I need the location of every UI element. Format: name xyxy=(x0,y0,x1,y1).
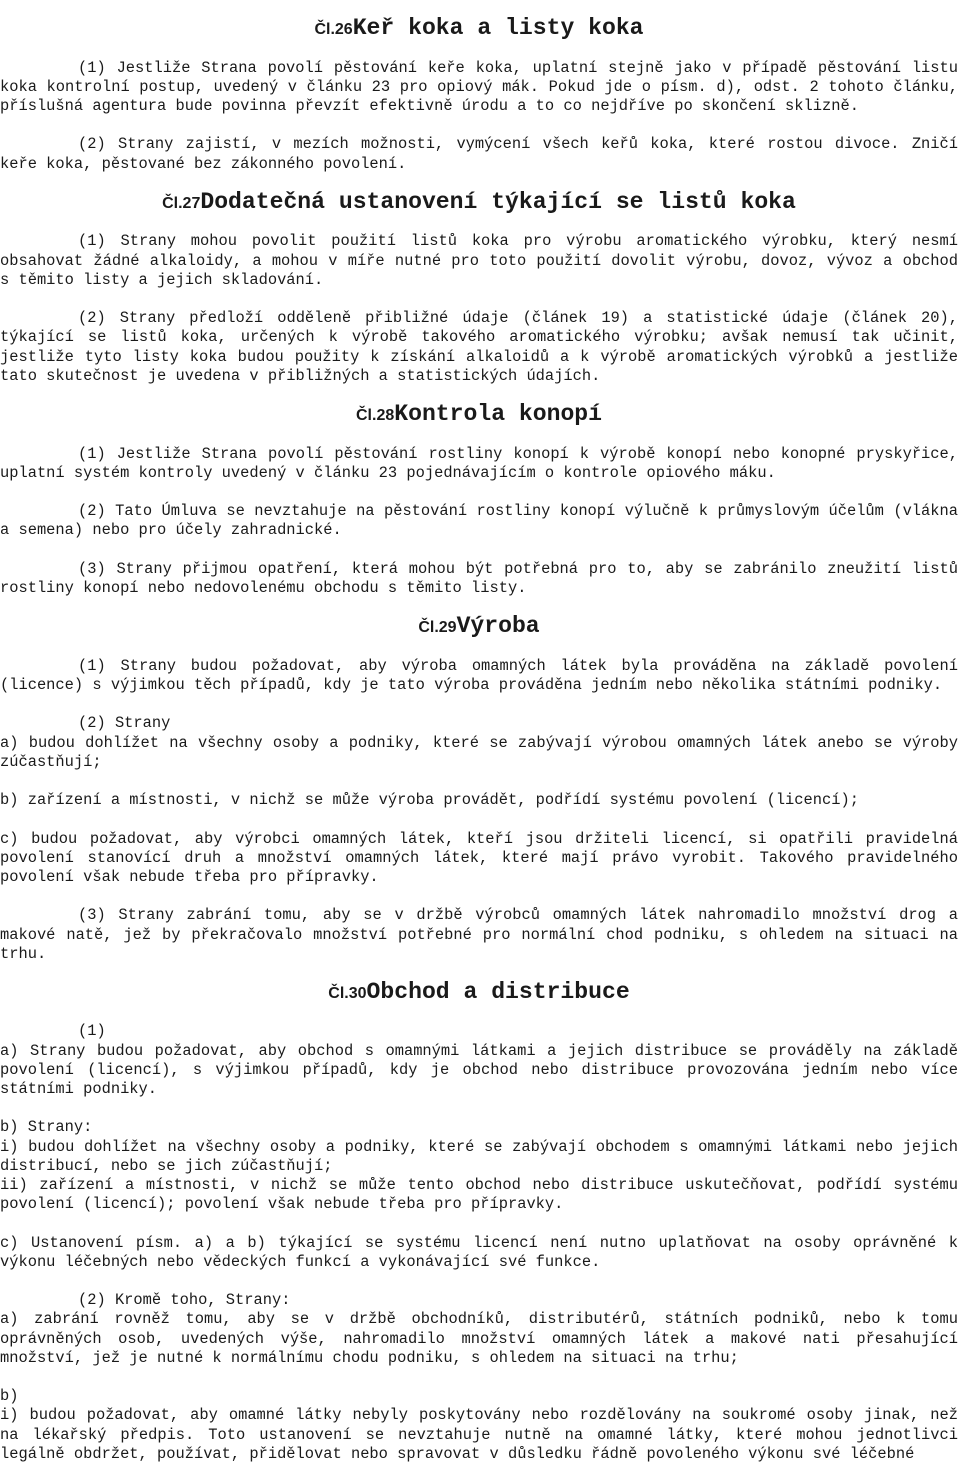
list-item: a) Strany budou požadovat, aby obchod s omamnými látkami a jejich distribuce se prováděly na základě povolení (licencí), s výjimkou případů, kdy je obchod nebo distribuce provozována jedním nebo více státními podniky. xyxy=(0,1041,958,1099)
paragraph-heading: (2) Kromě toho, Strany: xyxy=(78,1291,291,1310)
article-title: Výroba xyxy=(456,613,540,640)
paragraph: (1) Strany mohou povolit použití listů koka pro výrobu aromatického výrobku, který nesmí obsahovat žádné alkaloidy, a mohou v míře nutné pro toto použití dovolit výrobu, dovoz, vývoz a obchod s těmito listy a jejich skladování. xyxy=(0,232,958,289)
paragraph-heading: (1) xyxy=(78,1022,106,1041)
article-number: Čl.26 xyxy=(314,21,353,39)
paragraph-heading: (2) Strany xyxy=(78,714,171,733)
article-28-heading xyxy=(0,401,958,428)
list-item-heading: b) Strany: xyxy=(0,1118,93,1137)
paragraph: (3) Strany přijmou opatření, která mohou být potřebná pro to, aby se zabránilo zneužití listů rostliny konopí nebo nedovolenému obchodu s těmito listy. xyxy=(0,559,958,597)
list-item: ii) zařízení a místnosti, v nichž se může tento obchod nebo distribuce uskutečňovat, podřídí systému povolení (licencí); povolení však nebude třeba pro přípravky. xyxy=(0,1176,958,1214)
list-item-heading: b) xyxy=(0,1387,19,1406)
paragraph: (1) Jestliže Strana povolí pěstování rostliny konopí k výrobě konopí nebo konopné pryskyřice, uplatní systém kontroly uvedený v článku 23 pojednávajícím o kontrole opiového máku. xyxy=(0,444,958,482)
article-27-heading xyxy=(0,188,958,215)
list-item: c) Ustanovení písm. a) a b) týkající se systému licencí není nutno uplatňovat na osoby oprávněné k výkonu léčebných nebo vědeckých funkcí a vykonávající své funkce. xyxy=(0,1233,958,1271)
article-26-heading xyxy=(0,15,958,42)
paragraph: (1) Strany budou požadovat, aby výroba omamných látek byla prováděna na základě povolení (licence) s výjimkou těch případů, kdy je tato výroba prováděna jedním nebo několika státními podniky. xyxy=(0,656,958,694)
article-title: Obchod a distribuce xyxy=(366,979,630,1006)
list-item: c) budou požadovat, aby výrobci omamných látek, kteří jsou držiteli licencí, si opatřili pravidelná povolení stanovící druh a množství omamných látek, které mají právo vyrobit. Takového pravidelného povolení však nebude třeba pro přípravky. xyxy=(0,829,958,886)
paragraph: (2) Tato Úmluva se nevztahuje na pěstování rostliny konopí výlučně k průmyslovým účelům (vlákna a semena) nebo pro účely zahradnické. xyxy=(0,502,958,540)
article-title: Dodatečná ustanovení týkající se listů koka xyxy=(200,188,796,215)
article-30-heading xyxy=(0,979,958,1006)
paragraph: (2) Strany předloží odděleně přibližné údaje (článek 19) a statistické údaje (článek 20), týkající se listů koka, určených k výrobě takového aromatického výrobku; avšak nemusí tak učinit, jestliže tyto listy koka budou použity k získání alkaloidů a k výrobě aromatických výrobků a jestliže tato skutečnost je uvedena v přibližných a statistických údajích. xyxy=(0,309,958,385)
article-title: Keř koka a listy koka xyxy=(352,15,644,42)
list-item: a) budou dohlížet na všechny osoby a podniky, které se zabývají výrobou omamných látek anebo se výroby zúčastňují; xyxy=(0,733,958,771)
article-29-heading xyxy=(0,613,958,640)
list-item: a) zabrání rovněž tomu, aby se v držbě obchodníků, distributérů, státních podniků, nebo k tomu oprávněných osob, uvedených výše, nahromadilo množství omamných látek a makové nati přesahující množství, jež je nutné k normálnímu chodu podniku, s ohledem na situaci na trhu; xyxy=(0,1310,958,1367)
paragraph: (2) Strany zajistí, v mezích možnosti, vymýcení všech keřů koka, které rostou divoce. Zničí keře koka, pěstované bez zákonného povolení. xyxy=(0,135,958,173)
article-title: Kontrola konopí xyxy=(394,401,602,428)
list-item: i) budou dohlížet na všechny osoby a podniky, které se zabývají obchodem s omamnými látkami nebo jejich distribucí, nebo se jich zúčastňují; xyxy=(0,1137,958,1175)
list-item: i) budou požadovat, aby omamné látky nebyly poskytovány nebo rozdělovány na soukromé osoby jinak, než na lékařský předpis. Toto ustanovení se nevztahuje nutně na omamné látky, které mohou jednotlivci legálně obdržet, používat, přidělovat nebo spravovat v důsledku řádně povoleného výkonu své léčebné xyxy=(0,1406,958,1463)
article-number: Čl.27 xyxy=(162,194,201,212)
article-number: Čl.30 xyxy=(328,985,367,1003)
paragraph: (3) Strany zabrání tomu, aby se v držbě výrobců omamných látek nahromadilo množství drog a makové natě, jež by překračovalo množství potřebné pro normální chod podniku, s ohledem na situaci na trhu. xyxy=(0,906,958,963)
list-item: b) zařízení a místnosti, v nichž se může výroba provádět, podřídí systému povolení (licencí); xyxy=(0,791,859,810)
article-number: Čl.29 xyxy=(418,619,457,637)
article-number: Čl.28 xyxy=(356,407,395,425)
paragraph: (1) Jestliže Strana povolí pěstování keře koka, uplatní stejně jako v případě pěstování listu koka kontrolní postup, uvedený v článku 23 pro opiový mák. Pokud jde o písm. d), odst. 2 tohoto článku, příslušná agentura bude povinna převzít efektivně úrodu a to co nejdříve po skončení sklizně. xyxy=(0,58,958,115)
